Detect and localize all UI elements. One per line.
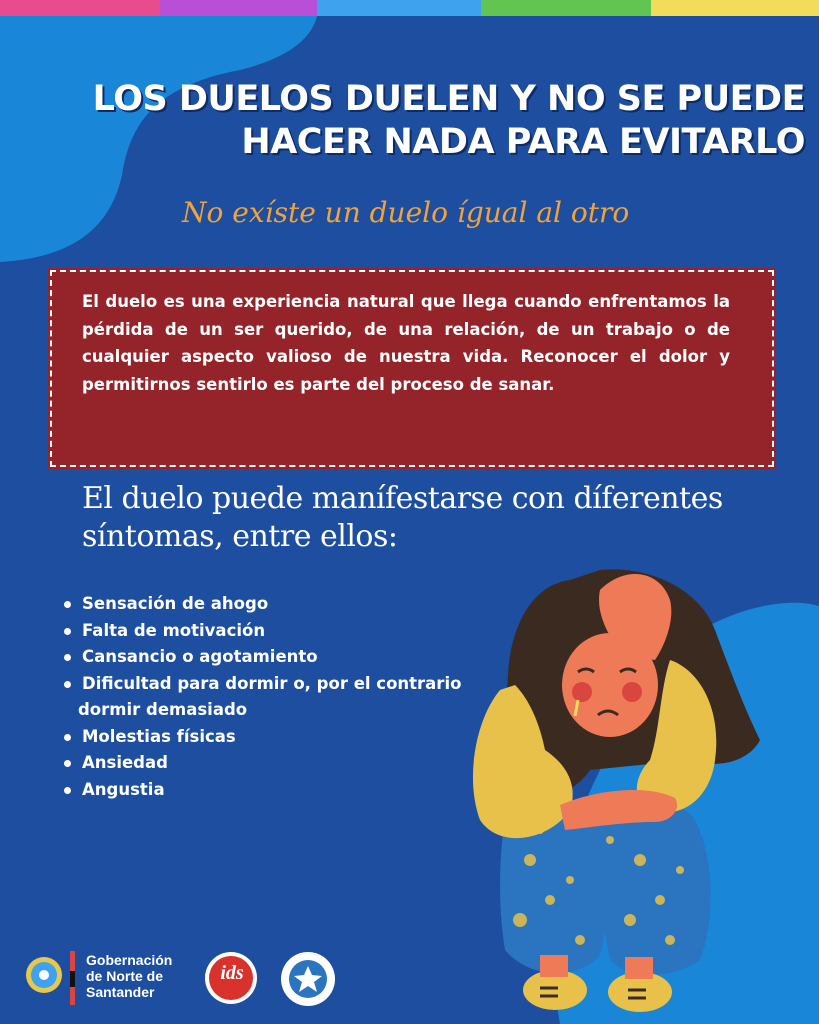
symptom-text: Dificultad para dormir o, por el contrario: [82, 673, 462, 693]
symptom-item: [62, 724, 502, 751]
footer-logos: [22, 945, 352, 1015]
symptom-item: [62, 644, 502, 671]
top-color-stripe: [0, 0, 819, 16]
stripe-green: [481, 0, 651, 16]
symptom-item: [62, 671, 502, 724]
gobernacion-line-3: Santander: [86, 984, 155, 1000]
stripe-purple: [160, 0, 317, 16]
gobernacion-line-2: de Norte de: [86, 968, 164, 984]
symptom-text: Sensación de ahogo: [82, 594, 269, 613]
title-line-1: LOS DUELOS DUELEN Y NO SE PUEDE: [92, 79, 805, 119]
symptom-text: Angustia: [82, 779, 165, 799]
consejo-salud-mental-logo-icon: [281, 952, 335, 1006]
gobernacion-flag-bar-icon: [70, 951, 75, 1005]
symptom-text: Molestias físicas: [82, 726, 236, 746]
gobernacion-seal-icon: [26, 957, 62, 993]
bullet-icon: [64, 601, 71, 608]
symptoms-list: [62, 591, 502, 803]
bullet-icon: [64, 681, 71, 688]
page-subtitle: No exíste un duelo ígual al otro: [182, 196, 630, 229]
bullet-icon: [64, 654, 71, 661]
title-line-2: HACER NADA PARA EVITARLO: [241, 122, 805, 162]
symptom-text: Ansiedad: [82, 753, 168, 772]
bullet-icon: [64, 734, 71, 741]
gobernacion-logo-text: [86, 952, 172, 1000]
page-title: [85, 78, 805, 164]
symptom-text: Falta de motivación: [82, 620, 266, 640]
info-box-text: El duelo es una experiencia natural que llega cuando enfrentamos la pérdida de un ser querido, de una relación, de un trabajo o de cualquier aspecto valioso de nuestra vida. Reconocer el dolor y permitirnos sentirlo es parte del proceso de sanar.: [82, 292, 730, 394]
bullet-icon: [64, 787, 71, 794]
info-box: [50, 270, 774, 467]
stripe-blue: [317, 0, 481, 16]
bullet-icon: [64, 760, 71, 767]
symptom-item: [62, 750, 502, 777]
stripe-pink: [0, 0, 160, 16]
symptom-text: Cansancio o agotamiento: [82, 647, 318, 666]
gobernacion-line-1: Gobernación: [86, 952, 173, 968]
bullet-icon: [64, 628, 71, 635]
ids-logo-label: ids: [220, 962, 244, 984]
symptom-item: [62, 591, 502, 618]
symptoms-heading-line-2: síntomas, entre ellos:: [82, 519, 398, 554]
symptoms-heading-line-1: El duelo puede manífestarse con díferentes: [82, 481, 723, 516]
sad-girl-hugging-knees-illustration: [460, 560, 780, 1020]
symptom-item: [62, 777, 502, 804]
symptoms-heading: [82, 480, 782, 556]
stripe-yellow: [651, 0, 819, 16]
symptom-text-continuation: dormir demasiado: [78, 700, 248, 719]
symptom-item: [62, 618, 502, 645]
